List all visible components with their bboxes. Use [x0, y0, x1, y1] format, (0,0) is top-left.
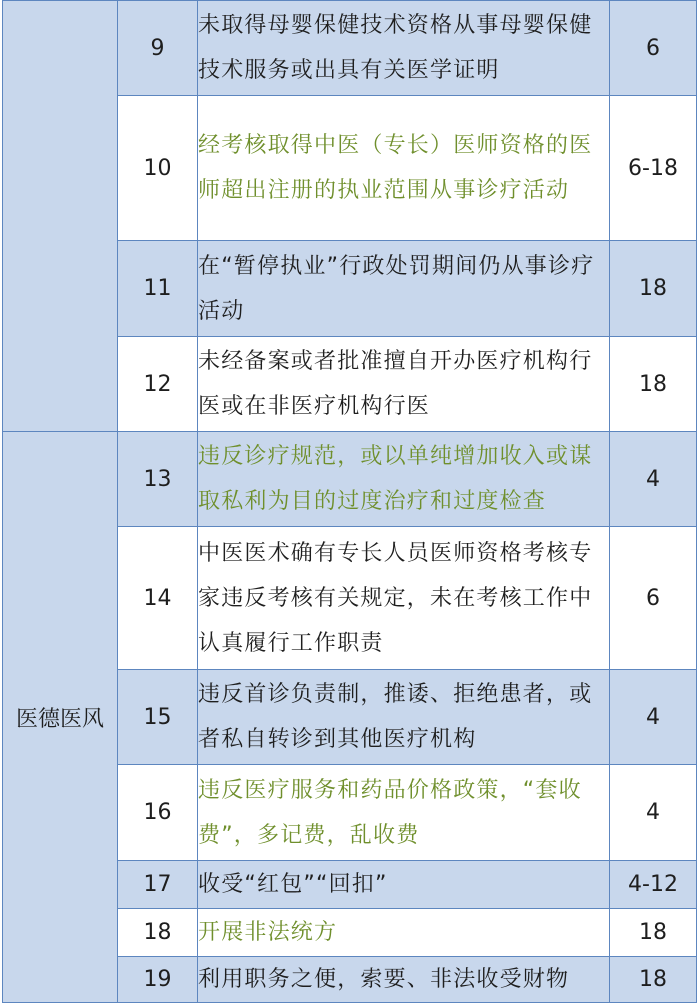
item-number: 11: [118, 241, 198, 337]
item-number: 19: [118, 957, 198, 1003]
item-description: 违反诊疗规范，或以单纯增加收入或谋取私利为目的过度治疗和过度检查: [198, 432, 610, 527]
item-points: 6: [610, 1, 697, 96]
item-description: 违反医疗服务和药品价格政策，“套收费”，多记费，乱收费: [198, 765, 610, 861]
item-number: 13: [118, 432, 198, 527]
item-points: 4: [610, 432, 697, 527]
table-row: [3, 1, 697, 96]
item-points: 18: [610, 909, 697, 957]
item-number: 10: [118, 96, 198, 241]
item-points: 6-18: [610, 96, 697, 241]
penalty-points-table: [2, 0, 697, 1003]
item-points: 18: [610, 957, 697, 1003]
table-row: [3, 432, 697, 527]
item-description: 利用职务之便，索要、非法收受财物: [198, 957, 610, 1003]
item-number: 14: [118, 527, 198, 670]
item-number: 12: [118, 337, 198, 432]
item-description: 开展非法统方: [198, 909, 610, 957]
item-description: 收受“红包”“回扣”: [198, 861, 610, 909]
item-description: 经考核取得中医（专长）医师资格的医师超出注册的执业范围从事诊疗活动: [198, 96, 610, 241]
item-description: 违反首诊负责制，推诿、拒绝患者，或者私自转诊到其他医疗机构: [198, 670, 610, 765]
item-number: 17: [118, 861, 198, 909]
item-description: 在“暂停执业”行政处罚期间仍从事诊疗活动: [198, 241, 610, 337]
item-points: 18: [610, 337, 697, 432]
item-number: 16: [118, 765, 198, 861]
item-description: 未经备案或者批准擅自开办医疗机构行医或在非医疗机构行医: [198, 337, 610, 432]
item-points: 4: [610, 670, 697, 765]
category-cell: [3, 1, 118, 432]
item-number: 15: [118, 670, 198, 765]
item-number: 18: [118, 909, 198, 957]
item-points: 18: [610, 241, 697, 337]
item-description: 中医医术确有专长人员医师资格考核专家违反考核有关规定，未在考核工作中认真履行工作职责: [198, 527, 610, 670]
item-points: 6: [610, 527, 697, 670]
item-points: 4: [610, 765, 697, 861]
item-number: 9: [118, 1, 198, 96]
item-description: 未取得母婴保健技术资格从事母婴保健技术服务或出具有关医学证明: [198, 1, 610, 96]
category-cell: 医德医风: [3, 432, 118, 1003]
item-points: 4-12: [610, 861, 697, 909]
